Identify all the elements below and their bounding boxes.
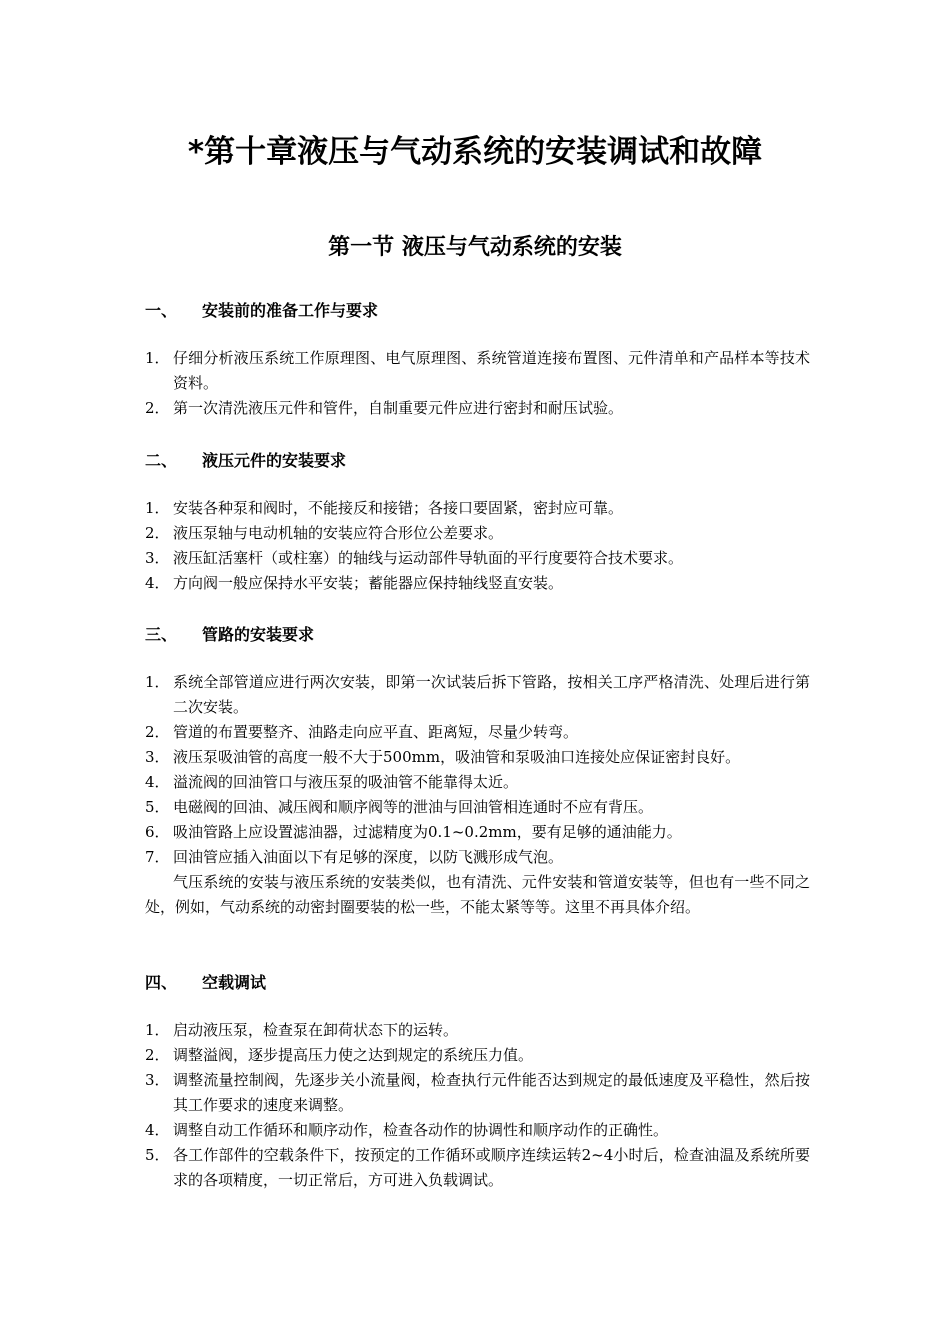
item-number: 4． [145, 574, 170, 592]
part-3 [145, 622, 810, 920]
item-text: 回油管应插入油面以下有足够的深度，以防飞溅形成气泡。 [173, 848, 564, 866]
item-number: 6． [145, 823, 170, 841]
chapter-title: *第十章液压与气动系统的安装调试和故障 [187, 134, 763, 170]
part-title: 空载调试 [202, 973, 267, 992]
item-number: 5． [145, 798, 170, 816]
part-number: 二、 [145, 451, 178, 470]
item-text: 启动液压泵，检查泵在卸荷状态下的运转。 [173, 1021, 459, 1039]
list-item [145, 795, 810, 820]
item-number: 2． [145, 1046, 170, 1064]
part-number: 四、 [145, 973, 178, 992]
part-heading [145, 970, 810, 996]
item-text: 调整自动工作循环和顺序动作，检查各动作的协调性和顺序动作的正确性。 [173, 1121, 669, 1139]
part-heading [145, 298, 810, 324]
item-text: 电磁阀的回油、减压阀和顺序阀等的泄油与回油管相连通时不应有背压。 [173, 798, 654, 816]
list-item [145, 521, 810, 546]
list-item [145, 1068, 810, 1118]
part-number: 三、 [145, 625, 178, 644]
item-number: 2． [145, 524, 170, 542]
item-number: 7． [145, 848, 170, 866]
part-heading [145, 448, 810, 474]
item-text: 系统全部管道应进行两次安装，即第一次试装后拆下管路，按相关工序严格清洗、处理后进行第二次安装。 [173, 673, 810, 716]
list-item [145, 571, 810, 596]
list-item [145, 720, 810, 745]
part-1 [145, 298, 810, 421]
item-number: 4． [145, 1121, 170, 1139]
item-number: 2． [145, 723, 170, 741]
item-number: 3． [145, 549, 170, 567]
list-item [145, 770, 810, 795]
list-item [145, 1043, 810, 1068]
item-number: 1． [145, 499, 170, 517]
item-number: 4． [145, 773, 170, 791]
item-text: 第一次清洗液压元件和管件，自制重要元件应进行密封和耐压试验。 [173, 399, 624, 417]
item-number: 1． [145, 673, 170, 691]
list-item [145, 1018, 810, 1043]
list-item [145, 745, 810, 770]
item-text: 调整流量控制阀，先逐步关小流量阀，检查执行元件能否达到规定的最低速度及平稳性，然后按其工作要求的速度来调整。 [173, 1071, 810, 1114]
list-item [145, 346, 810, 396]
item-text: 管道的布置要整齐、油路走向应平直、距离短，尽量少转弯。 [173, 723, 579, 741]
section-title: 第一节 液压与气动系统的安装 [328, 235, 622, 260]
part-number: 一、 [145, 301, 178, 320]
part-4 [145, 970, 810, 1193]
list-item [145, 396, 810, 421]
item-number: 1． [145, 1021, 170, 1039]
item-text: 方向阀一般应保持水平安装；蓄能器应保持轴线竖直安装。 [173, 574, 564, 592]
part-title: 液压元件的安装要求 [202, 451, 347, 470]
item-text: 吸油管路上应设置滤油器，过滤精度为0.1~0.2mm，要有足够的通油能力。 [173, 823, 682, 841]
list-item [145, 670, 810, 720]
item-text: 液压泵轴与电动机轴的安装应符合形位公差要求。 [173, 524, 504, 542]
item-text: 仔细分析液压系统工作原理图、电气原理图、系统管道连接布置图、元件清单和产品样本等技术资料。 [173, 349, 810, 392]
item-number: 5． [145, 1146, 170, 1164]
part-2 [145, 448, 810, 596]
list-item [145, 496, 810, 521]
part-heading [145, 622, 810, 648]
item-number: 1． [145, 349, 170, 367]
part-title: 安装前的准备工作与要求 [202, 301, 379, 320]
item-number: 3． [145, 748, 170, 766]
item-text: 液压泵吸油管的高度一般不大于500mm，吸油管和泵吸油口连接处应保证密封良好。 [173, 748, 741, 766]
item-list [145, 670, 810, 870]
list-item [145, 820, 810, 845]
item-text: 液压缸活塞杆（或柱塞）的轴线与运动部件导轨面的平行度要符合技术要求。 [173, 549, 684, 567]
item-list [145, 346, 810, 421]
item-number: 2． [145, 399, 170, 417]
item-text: 调整溢阀，逐步提高压力使之达到规定的系统压力值。 [173, 1046, 534, 1064]
body-paragraph: 气压系统的安装与液压系统的安装类似，也有清洗、元件安装和管道安装等，但也有一些不同之处，例如，气动系统的动密封圈要装的松一些，不能太紧等等。这里不再具体介绍。 [145, 873, 810, 916]
item-text: 安装各种泵和阀时，不能接反和接错；各接口要固紧，密封应可靠。 [173, 499, 624, 517]
list-item [145, 1143, 810, 1193]
item-text: 溢流阀的回油管口与液压泵的吸油管不能靠得太近。 [173, 773, 519, 791]
item-list [145, 1018, 810, 1193]
item-text: 各工作部件的空载条件下，按预定的工作循环或顺序连续运转2~4小时后，检查油温及系统所要求的各项精度，一切正常后，方可进入负载调试。 [173, 1146, 810, 1189]
list-item [145, 546, 810, 571]
list-item [145, 845, 810, 870]
list-item [145, 1118, 810, 1143]
item-list [145, 496, 810, 596]
part-title: 管路的安装要求 [202, 625, 315, 644]
item-number: 3． [145, 1071, 170, 1089]
